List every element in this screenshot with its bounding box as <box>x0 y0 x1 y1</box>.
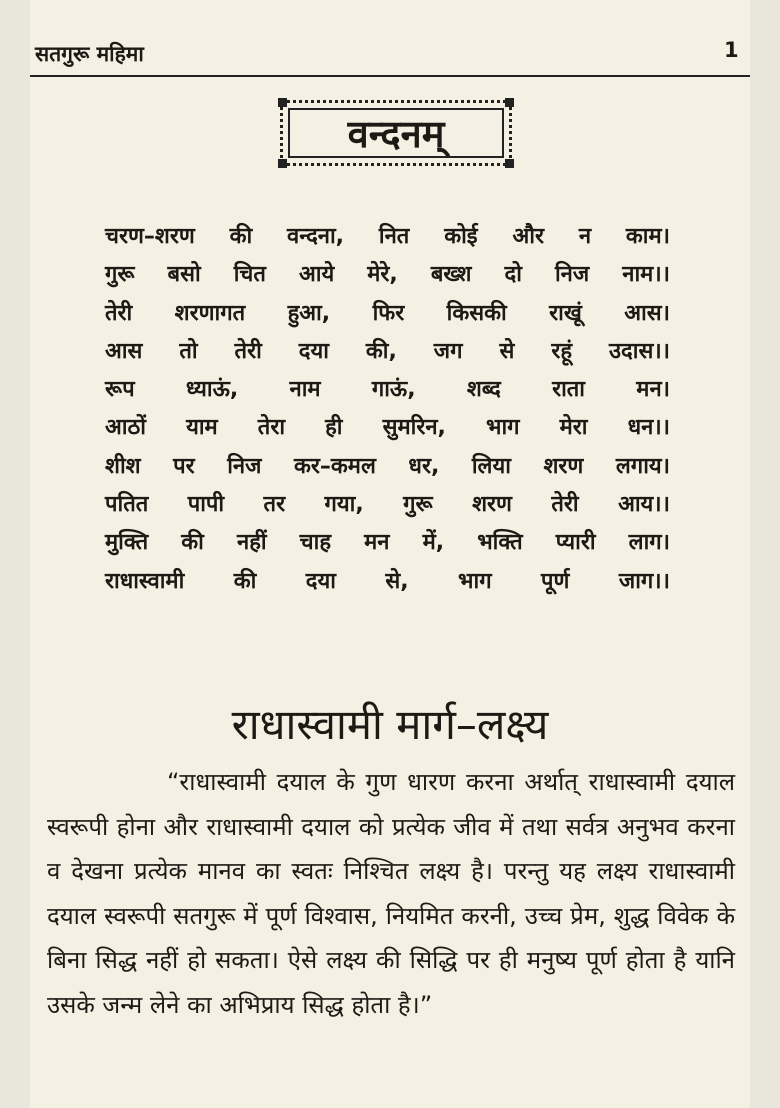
header-rule <box>30 75 750 77</box>
title-frame <box>280 100 512 166</box>
running-header-title: सतगुरू महिमा <box>35 42 144 66</box>
frame-corner <box>278 159 287 168</box>
poem-line: पतित पापी तर गया, गुरू शरण तेरी आय।। <box>105 492 670 518</box>
frame-corner <box>505 98 514 107</box>
page-number: 1 <box>724 38 739 62</box>
poem-line: मुक्ति की नहीं चाह मन में, भक्ति प्यारी लाग। <box>105 530 670 556</box>
poem-title: वन्दनम् <box>347 112 445 156</box>
poem-line: आठों याम तेरा ही सुमरिन, भाग मेरा धन।। <box>105 415 670 441</box>
poem-line: चरण–शरण की वन्दना, नित कोई और न काम। <box>105 224 670 249</box>
frame-corner <box>505 159 514 168</box>
poem-line: आस तो तेरी दया की, जग से रहूं उदास।। <box>105 338 670 364</box>
poem-line: शीश पर निज कर–कमल धर, लिया शरण लगाय। <box>105 453 670 479</box>
poem <box>105 218 670 601</box>
poem-line: तेरी शरणागत हुआ, फिर किसकी राखूं आस। <box>105 300 670 326</box>
poem-line: राधास्वामी की दया से, भाग पूर्ण जाग।। <box>105 568 670 594</box>
poem-line: रूप ध्याऊं, नाम गाऊं, शब्द राता मन। <box>105 377 670 403</box>
section-heading: राधास्वामी मार्ग–लक्ष्य <box>231 700 549 749</box>
body-paragraph: “राधास्वामी दयाल के गुण धारण करना अर्थात् राधास्वामी दयाल स्वरूपी होना और राधास्वामी दयाल को प्रत्येक जीव में तथा सर्वत्र अनुभव करना व देखना प्रत्येक मानव का स्वतः निश्चित लक्ष्य है। परन्तु यह लक्ष्य राधास्वामी दयाल स्वरूपी सतगुरू में पूर्ण विश्वास, नियमित करनी, उच्च प्रेम, शुद्ध विवेक के बिना सिद्ध नहीं हो सकता। ऐसे लक्ष्य की सिद्धि पर ही मनुष्य पूर्ण होता है यानि उसके जन्म लेने का अभिप्राय सिद्ध होता है।” <box>47 768 735 1019</box>
frame-corner <box>278 98 287 107</box>
poem-line: गुरू बसो चित आये मेरे, बख्श दो निज नाम।। <box>105 262 670 288</box>
